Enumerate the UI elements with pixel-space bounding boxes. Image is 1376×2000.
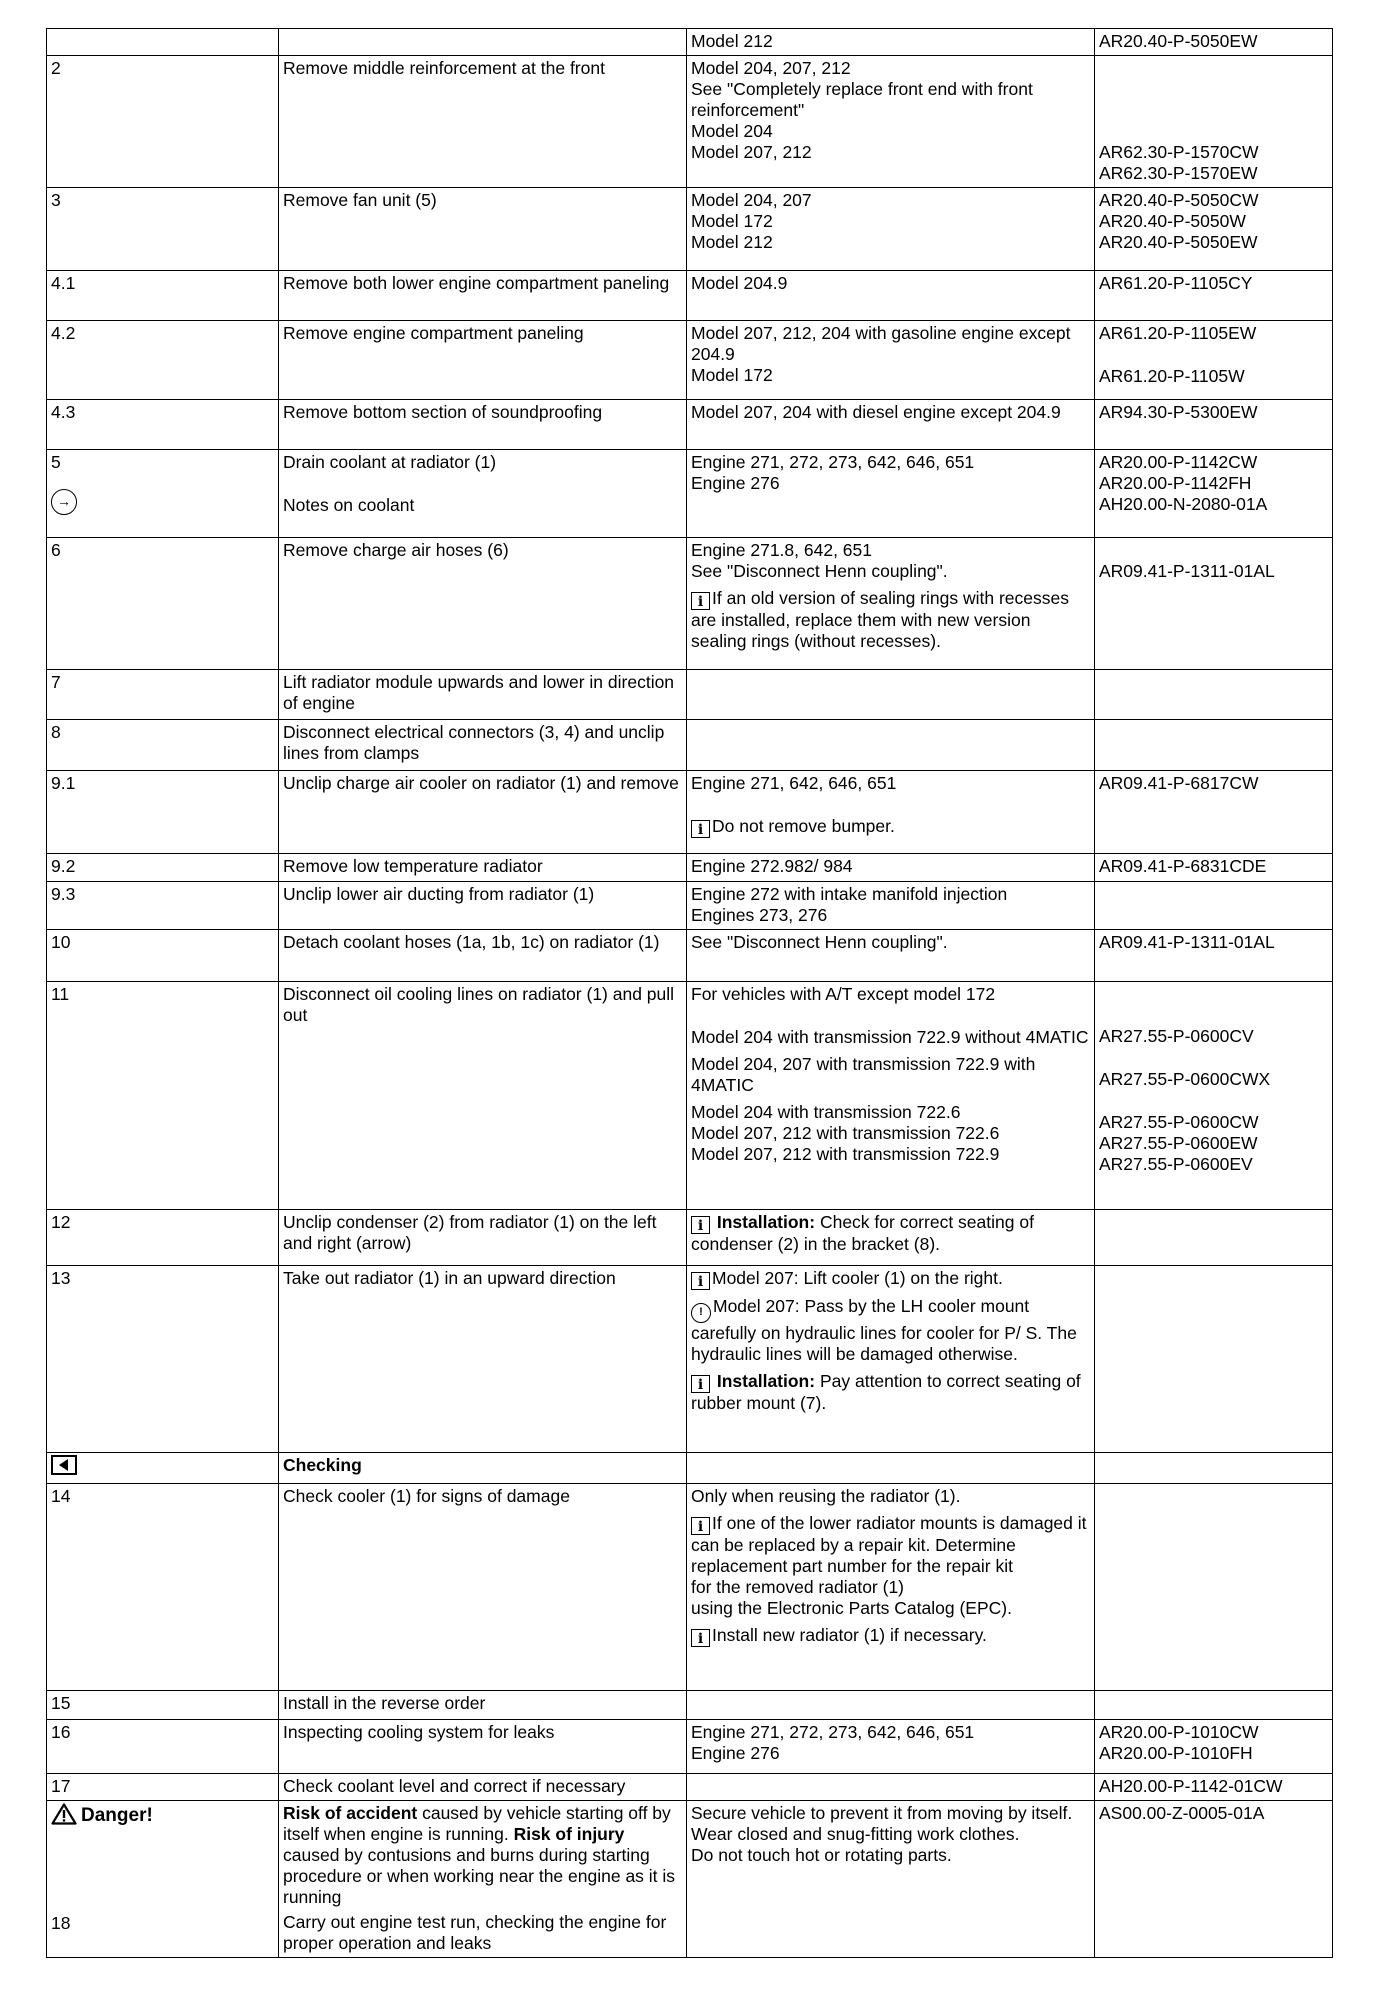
step-cell: [47, 450, 279, 538]
table-row: [47, 1720, 1333, 1774]
reference-cell: [1095, 930, 1333, 982]
note-icon-cell: [51, 487, 274, 515]
action-cell: Install in the reverse order: [279, 1691, 687, 1720]
notes-cell: [687, 930, 1095, 982]
notes-cell: [687, 450, 1095, 538]
action-cell: Disconnect electrical connectors (3, 4) and unclip lines from clamps: [279, 720, 687, 771]
note-text: Model 204, 207, 212: [691, 58, 851, 78]
action-cell: Inspecting cooling system for leaks: [279, 1720, 687, 1774]
notes-cell: [687, 982, 1095, 1210]
action-cell: Unclip charge air cooler on radiator (1) and remove: [279, 771, 687, 854]
note-text: Model 204 with transmission 722.9 without 4MATIC: [691, 1027, 1089, 1047]
note-text: Model 204 with transmission 722.6: [691, 1102, 961, 1122]
note-text: for the removed radiator (1): [691, 1577, 905, 1597]
action-cell: Remove charge air hoses (6): [279, 538, 687, 670]
info-icon: i: [691, 1629, 710, 1647]
step-cell: 10: [47, 930, 279, 982]
reference-cell: [1095, 882, 1333, 930]
step-cell: 6: [47, 538, 279, 670]
action-cell: Disconnect oil cooling lines on radiator (1) and pull out: [279, 982, 687, 1210]
reference-cell: [1095, 188, 1333, 271]
step-cell: [47, 1453, 279, 1484]
table-row: [47, 450, 1333, 538]
note-text: If one of the lower radiator mounts is damaged it can be replaced by a repair kit. Determine replacement part number for the repair kit: [691, 1513, 1087, 1576]
warning-triangle-icon: [51, 1803, 77, 1825]
note-text: Model 207, 212 with transmission 722.6: [691, 1123, 1000, 1143]
step-number: 18: [51, 1913, 71, 1933]
action-cell: Remove fan unit (5): [279, 188, 687, 271]
notes-cell: [687, 29, 1095, 56]
notes-cell: [687, 188, 1095, 271]
table-row: [47, 882, 1333, 930]
reference-link[interactable]: AR27.55-P-0600EW: [1099, 1133, 1258, 1153]
reference-link[interactable]: AR20.40-P-5050CW: [1099, 190, 1259, 210]
info-icon: i: [691, 1517, 710, 1535]
reference-cell: [1095, 1801, 1333, 1958]
reference-link[interactable]: AR62.30-P-1570EW: [1099, 163, 1258, 183]
notes-cell: [687, 1266, 1095, 1453]
info-note: [691, 1371, 1090, 1414]
reference-link[interactable]: AR61.20-P-1105W: [1099, 366, 1245, 386]
note-text: Engine 271.8, 642, 651: [691, 540, 872, 560]
action-cell: [279, 1453, 687, 1484]
reference-link[interactable]: AR61.20-P-1105EW: [1099, 323, 1257, 343]
note-text: Model 172: [691, 365, 773, 385]
action-cell: Check coolant level and correct if necessary: [279, 1774, 687, 1801]
step-cell: 2: [47, 56, 279, 188]
table-row: [47, 56, 1333, 188]
info-icon: i: [691, 1272, 710, 1290]
reference-cell: [1095, 1210, 1333, 1266]
action-cell: Remove both lower engine compartment paneling: [279, 271, 687, 321]
reference-link[interactable]: AR09.41-P-6831CDE: [1099, 856, 1267, 876]
reference-link[interactable]: AR27.55-P-0600CWX: [1099, 1069, 1271, 1089]
reference-cell: [1095, 720, 1333, 771]
step-cell: 9.3: [47, 882, 279, 930]
note-text: Engine 271, 272, 273, 642, 646, 651: [691, 1722, 975, 1742]
action-cell: Remove low temperature radiator: [279, 854, 687, 882]
table-row: [47, 1210, 1333, 1266]
danger-label: Danger!: [81, 1805, 153, 1826]
info-note: [691, 1513, 1090, 1577]
reference-link[interactable]: AH20.00-P-1142-01CW: [1099, 1776, 1283, 1796]
table-row: [47, 188, 1333, 271]
reference-link[interactable]: AR20.40-P-5050EW: [1099, 31, 1258, 51]
table-row: [47, 400, 1333, 450]
note-text: Do not remove bumper.: [712, 816, 895, 836]
note-text: Engine 272 with intake manifold injection: [691, 884, 1008, 904]
note-text: Only when reusing the radiator (1).: [691, 1486, 961, 1506]
notes-cell: [687, 56, 1095, 188]
step-cell: 11: [47, 982, 279, 1210]
action-cell: Remove engine compartment paneling: [279, 321, 687, 400]
step-cell: 14: [47, 1484, 279, 1691]
action-cell: Remove middle reinforcement at the front: [279, 56, 687, 188]
section-heading: Checking: [283, 1455, 362, 1475]
table-row: [47, 930, 1333, 982]
note-text: Model 207, 204 with diesel engine except 204.9: [691, 402, 1061, 422]
notes-cell: [687, 1774, 1095, 1801]
table-row: [47, 538, 1333, 670]
info-note: [691, 588, 1090, 652]
reference-cell: [1095, 1720, 1333, 1774]
table-row: [47, 982, 1333, 1210]
notes-cell: [687, 400, 1095, 450]
notes-circle-icon: →: [51, 489, 77, 515]
note-text: Model 204.9: [691, 273, 788, 293]
reference-link[interactable]: AH20.00-N-2080-01A: [1099, 494, 1268, 514]
step-cell: [47, 1801, 279, 1958]
note-text: Model 204, 207: [691, 190, 812, 210]
step-cell: 8: [47, 720, 279, 771]
reference-link[interactable]: AR20.00-P-1010FH: [1099, 1743, 1253, 1763]
reference-link[interactable]: AR27.55-P-0600EV: [1099, 1154, 1253, 1174]
table-row: [47, 1266, 1333, 1453]
action-cell: Take out radiator (1) in an upward direction: [279, 1266, 687, 1453]
notes-cell: [687, 1801, 1095, 1958]
step-cell: 4.3: [47, 400, 279, 450]
reference-cell: [1095, 982, 1333, 1210]
step-cell: 4.1: [47, 271, 279, 321]
reference-cell: [1095, 1453, 1333, 1484]
note-text: Do not touch hot or rotating parts.: [691, 1845, 952, 1865]
reference-link[interactable]: AR20.00-P-1010CW: [1099, 1722, 1259, 1742]
reference-link[interactable]: AR20.40-P-5050W: [1099, 211, 1246, 231]
notes-cell: [687, 538, 1095, 670]
note-text: Wear closed and snug-fitting work clothes.: [691, 1824, 1020, 1844]
step-cell: 3: [47, 188, 279, 271]
risk-label: Risk of accident: [283, 1803, 418, 1823]
reference-cell: [1095, 271, 1333, 321]
note-text: Model 204, 207 with transmission 722.9 with 4MATIC: [691, 1054, 1036, 1095]
note-text: Engine 272.982/ 984: [691, 856, 853, 876]
notes-cell: [687, 321, 1095, 400]
table-row: [47, 1453, 1333, 1484]
reference-cell: [1095, 1774, 1333, 1801]
reference-link[interactable]: AS00.00-Z-0005-01A: [1099, 1803, 1265, 1823]
table-row: [47, 854, 1333, 882]
reference-cell: [1095, 1691, 1333, 1720]
step-cell: 15: [47, 1691, 279, 1720]
repair-instructions-table: [46, 28, 1332, 1958]
reference-cell: [1095, 670, 1333, 720]
reference-link[interactable]: AR09.41-P-1311-01AL: [1099, 561, 1275, 581]
notes-cell: [687, 771, 1095, 854]
notes-cell: [687, 271, 1095, 321]
notes-cell: [687, 854, 1095, 882]
notes-cell: [687, 1691, 1095, 1720]
reference-cell: [1095, 771, 1333, 854]
table-row: [47, 771, 1333, 854]
reference-link[interactable]: AR20.40-P-5050EW: [1099, 232, 1258, 252]
table-row: [47, 1484, 1333, 1691]
caution-note: [691, 1296, 1090, 1365]
note-text: Secure vehicle to prevent it from moving by itself.: [691, 1803, 1073, 1823]
note-text: using the Electronic Parts Catalog (EPC).: [691, 1598, 1012, 1618]
note-text: Engine 276: [691, 473, 780, 493]
note-text: Check for correct seating of condenser (2) in the bracket (8).: [691, 1212, 1034, 1254]
table-row: [47, 1691, 1333, 1720]
notes-cell: [687, 882, 1095, 930]
reference-link[interactable]: AR09.41-P-6817CW: [1099, 773, 1259, 793]
reference-cell: [1095, 1266, 1333, 1453]
info-note: [691, 1268, 1090, 1290]
table-row: [47, 29, 1333, 56]
checking-icon: [51, 1455, 77, 1475]
table-row: [47, 720, 1333, 771]
note-text: Model 207, 212: [691, 142, 812, 162]
note-text: Model 212: [691, 232, 773, 252]
note-text: For vehicles with A/T except model 172: [691, 984, 996, 1004]
note-text: Model 207, 212, 204 with gasoline engine except 204.9: [691, 323, 1071, 364]
installation-label: Installation:: [716, 1371, 816, 1391]
danger-text: [283, 1803, 682, 1908]
table-row: [47, 1801, 1333, 1958]
action-cell: Unclip condenser (2) from radiator (1) on the left and right (arrow): [279, 1210, 687, 1266]
action-cell: Remove bottom section of soundproofing: [279, 400, 687, 450]
step-cell: 4.2: [47, 321, 279, 400]
note-text: Model 207, 212 with transmission 722.9: [691, 1144, 1000, 1164]
action-cell: Lift radiator module upwards and lower in direction of engine: [279, 670, 687, 720]
reference-cell: [1095, 1484, 1333, 1691]
info-icon: i: [691, 820, 710, 838]
info-note: [691, 1212, 1090, 1255]
notes-cell: [687, 1720, 1095, 1774]
info-note: [691, 816, 1090, 838]
info-icon: i: [691, 592, 710, 610]
note-text: Engines 273, 276: [691, 905, 828, 925]
action-text: Notes on coolant: [283, 495, 415, 515]
step-cell: 13: [47, 1266, 279, 1453]
reference-cell: [1095, 538, 1333, 670]
risk-label: Risk of injury: [513, 1824, 625, 1844]
action-cell: Detach coolant hoses (1a, 1b, 1c) on radiator (1): [279, 930, 687, 982]
step-cell: 12: [47, 1210, 279, 1266]
reference-cell: [1095, 854, 1333, 882]
action-text: Drain coolant at radiator (1): [283, 452, 497, 472]
action-cell: Unclip lower air ducting from radiator (1): [279, 882, 687, 930]
reference-link[interactable]: AR09.41-P-1311-01AL: [1099, 932, 1275, 952]
reference-link[interactable]: AR27.55-P-0600CW: [1099, 1112, 1259, 1132]
risk-text: caused by vehicle starting off by itself when engine is running.: [283, 1803, 671, 1844]
table-row: [47, 271, 1333, 321]
caution-circle-icon: !: [691, 1303, 711, 1323]
reference-cell: [1095, 400, 1333, 450]
notes-cell: [687, 670, 1095, 720]
notes-cell: [687, 1210, 1095, 1266]
reference-cell: [1095, 29, 1333, 56]
note-text: See "Completely replace front end with front reinforcement": [691, 79, 1033, 120]
step-cell: 9.2: [47, 854, 279, 882]
reference-link[interactable]: AR61.20-P-1105CY: [1099, 273, 1253, 293]
reference-link[interactable]: AR20.00-P-1142FH: [1099, 473, 1252, 493]
info-icon: i: [691, 1216, 710, 1234]
installation-label: Installation:: [716, 1212, 816, 1232]
note-text: See "Disconnect Henn coupling".: [691, 561, 948, 581]
action-cell: [279, 1801, 687, 1958]
action-cell: [279, 450, 687, 538]
info-note: [691, 1625, 1090, 1647]
table-row: [47, 670, 1333, 720]
reference-cell: [1095, 56, 1333, 188]
note-text: Install new radiator (1) if necessary.: [712, 1625, 987, 1645]
note-text: Engine 276: [691, 1743, 780, 1763]
note-text: Model 204: [691, 121, 773, 141]
notes-cell: [687, 1453, 1095, 1484]
reference-link[interactable]: AR62.30-P-1570CW: [1099, 142, 1259, 162]
step-cell: 16: [47, 1720, 279, 1774]
note-text: If an old version of sealing rings with recesses are installed, replace them with new version sealing rings (without recesses).: [691, 588, 1069, 651]
action-cell: Check cooler (1) for signs of damage: [279, 1484, 687, 1691]
note-text: Engine 271, 272, 273, 642, 646, 651: [691, 452, 975, 472]
reference-link[interactable]: AR94.30-P-5300EW: [1099, 402, 1258, 422]
notes-cell: [687, 1484, 1095, 1691]
step-cell: 9.1: [47, 771, 279, 854]
step-number: 5: [51, 452, 61, 472]
note-text: Model 212: [691, 31, 773, 51]
step-cell: [47, 29, 279, 56]
step-cell: 7: [47, 670, 279, 720]
note-text: See "Disconnect Henn coupling".: [691, 932, 948, 952]
reference-link[interactable]: AR20.00-P-1142CW: [1099, 452, 1258, 472]
danger-heading: [51, 1803, 274, 1826]
note-text: Engine 271, 642, 646, 651: [691, 773, 897, 793]
notes-cell: [687, 720, 1095, 771]
note-text: Model 207: Pass by the LH cooler mount carefully on hydraulic lines for cooler for P/ S. The hydraulic lines will be damaged otherwise.: [691, 1296, 1077, 1364]
note-text: Model 207: Lift cooler (1) on the right.: [712, 1268, 1003, 1288]
table-row: [47, 321, 1333, 400]
action-cell: [279, 29, 687, 56]
reference-cell: [1095, 321, 1333, 400]
risk-text: caused by contusions and burns during starting procedure or when working near the engine as it is running: [283, 1845, 676, 1907]
table-row: [47, 1774, 1333, 1801]
step-cell: 17: [47, 1774, 279, 1801]
reference-link[interactable]: AR27.55-P-0600CV: [1099, 1026, 1254, 1046]
info-icon: i: [691, 1375, 710, 1393]
action-text: Carry out engine test run, checking the engine for proper operation and leaks: [283, 1912, 667, 1953]
note-text: Pay attention to correct seating of rubber mount (7).: [691, 1371, 1081, 1413]
reference-cell: [1095, 450, 1333, 538]
note-text: Model 172: [691, 211, 773, 231]
